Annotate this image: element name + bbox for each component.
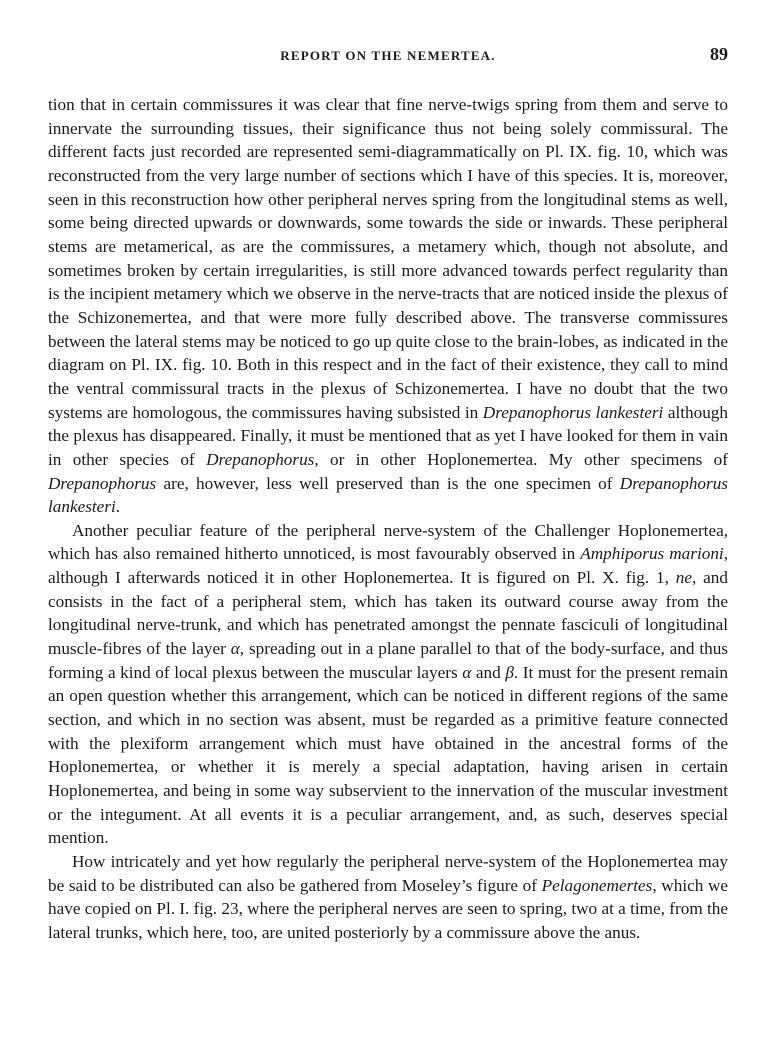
italic-run: α [462, 662, 472, 682]
text-run: and [471, 662, 506, 682]
italic-run: β [505, 662, 514, 682]
italic-run: Amphiporus marioni [580, 544, 724, 564]
italic-run: Drepanophorus [48, 473, 157, 493]
text-run: although the plexus has disappeared. Finally, it must be mentioned that as yet I have looked for them in vain in other species of [48, 402, 728, 469]
text-run: , which we have copied on Pl. I. fig. 23, where the peripheral nerves are seen to spring, two at a time, from the lateral trunks, which here, too, are united posteriorly by a commissure above the anus. [48, 875, 728, 942]
paragraph [48, 850, 728, 945]
page [48, 0, 728, 1050]
text-run: How intricately and yet how regularly the peripheral nerve-system of the Hoplonemertea may be said to be distributed can also be gathered from Moseley’s figure of [48, 852, 728, 895]
text-run: , or in other Hoplonemertea. My other specimens of [314, 449, 728, 469]
italic-run: ne [675, 568, 692, 588]
text-run: , spreading out in a plane parallel to that of the body-surface, and thus forming a kind of local plexus between the muscular layers [48, 639, 728, 682]
text-run: Another peculiar feature of the peripheral nerve-system of the Challenger Hoplonemertea, which has also remained hitherto unnoticed, is most favourably observed in [48, 520, 728, 564]
text-run: , although I afterwards noticed it in other Hoplonemertea. It is figured on Pl. X. fig. 1, [48, 544, 728, 588]
body-text [48, 93, 728, 945]
text-run: are, however, less well preserved than is the one specimen of [156, 473, 620, 493]
running-title: REPORT ON THE NEMERTEA. [280, 48, 496, 63]
italic-run: Pelagonemertes [541, 875, 653, 895]
page-header [48, 44, 728, 68]
paragraph [48, 93, 728, 519]
italic-run: Drepanophorus lankesteri [48, 473, 728, 517]
paragraph [48, 519, 728, 850]
italic-run: Drepanophorus lankesteri [482, 402, 664, 422]
page-number: 89 [710, 44, 728, 64]
text-run: , and consists in the fact of a peripheral stem, which has taken its outward course away from the longitudinal nerve-trunk, and which has penetrated amongst the pennate fasciculi of longitudinal muscle-fibres of the layer [48, 568, 728, 659]
italic-run: α [230, 639, 240, 659]
text-run: . [115, 497, 121, 517]
text-run: . It must for the present remain an open question whether this arrangement, which can be noticed in different regions of the same section, and which in no section was absent, must be regarded as a primitive feature connected with the plexiform arrangement which must have obtained in the ancestral forms of the Hoplonemertea, or whether it is merely a special adaptation, having arisen in certain Hoplonemertea, and being in some way subservient to the innervation of the muscular investment or the integument. At all events it is a peculiar arrangement, and, as such, deserves special mention. [48, 662, 728, 848]
text-run: tion that in certain commissures it was clear that fine nerve-twigs spring from them and serve to innervate the surrounding tissues, their significance thus not being solely commissural. The different facts just recorded are represented semi-diagrammatically on Pl. IX. fig. 10, which was reconstructed from the very large number of sections which I have of this species. It is, moreover, seen in this reconstruction how other peripheral nerves spring from the longitudinal stems as well, some being directed upwards or downwards, some towards the side or inwards. These peripheral stems are metamerical, as are the commissures, a metamery which, though not absolute, and sometimes broken by certain irregularities, is still more advanced towards perfect regularity than is the incipient metamery which we observe in the nerve-tracts that are noticed inside the plexus of the Schizonemertea, and that were more fully described above. The transverse commissures between the lateral stems may be noticed to go up quite close to the brain-lobes, as indicated in the diagram on Pl. IX. fig. 10. Both in this respect and in the fact of their existence, they call to mind the ventral commissural tracts in the plexus of Schizonemertea. I have no doubt that the two systems are homologous, the commissures having subsisted in [48, 95, 728, 422]
italic-run: Drepanophorus [206, 449, 315, 469]
